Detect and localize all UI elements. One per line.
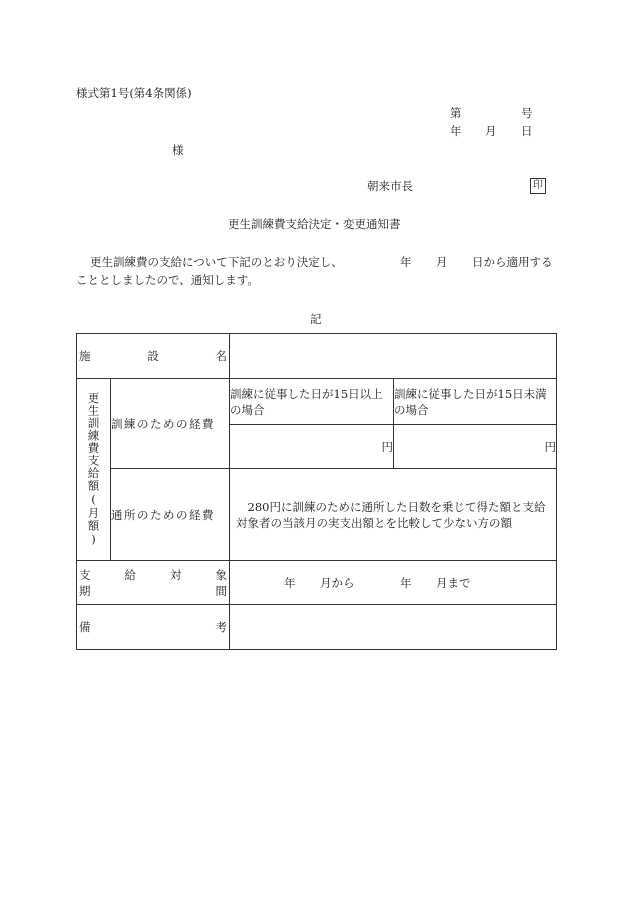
commute-description: 280円に訓練のために通所した日数を乗じて得た額と支給対象者の当該月の実支出額とを比較して少ない方の額 — [236, 499, 546, 530]
yen-unit: 円 — [544, 439, 556, 454]
training-header-row — [77, 379, 557, 425]
period-month-from: 月から — [320, 575, 355, 590]
commute-expense-label: 通所のための経費 — [111, 507, 215, 522]
remarks-label-cell — [77, 605, 230, 650]
remarks-field[interactable] — [230, 605, 557, 650]
yen-unit: 円 — [381, 439, 393, 454]
period-label-char: 支 — [79, 567, 91, 582]
date-day-label: 日 — [521, 124, 533, 138]
facility-label-cell — [77, 334, 230, 379]
period-label-char: 給 — [124, 567, 136, 582]
facility-label-char: 施 — [79, 349, 91, 363]
period-label-char: 象 — [215, 567, 227, 582]
period-label-cell — [77, 561, 230, 605]
period-year-from: 年 — [284, 575, 296, 590]
period-label-char: 期 — [79, 583, 91, 598]
training-expense-label-cell — [111, 379, 230, 469]
addressee-honorific: 様 — [172, 143, 184, 157]
amount-group-label-cell — [77, 379, 111, 561]
seal-mark: 印 — [530, 178, 546, 194]
remarks-label-char: 考 — [215, 620, 227, 634]
commute-row — [77, 469, 557, 561]
period-year-to: 年 — [400, 575, 412, 590]
col-over15-text: 訓練に従事した日が15日以上の場合 — [230, 386, 383, 417]
commute-description-cell — [230, 469, 557, 561]
facility-name-field[interactable] — [230, 334, 557, 379]
period-label-char: 対 — [170, 567, 182, 582]
body-year-label: 年 — [400, 255, 412, 269]
period-field[interactable] — [230, 561, 557, 605]
decision-table — [76, 333, 557, 650]
document-title: 更生訓練費支給決定・変更通知書 — [228, 217, 401, 231]
document-number-suffix: 号 — [521, 106, 533, 120]
issuer-name: 朝来市長 — [367, 179, 413, 193]
facility-label-char: 設 — [147, 349, 159, 363]
form-number-label: 様式第1号(第4条関係) — [76, 86, 192, 100]
amount-group-label: 更生訓練費支給額(月額) — [86, 392, 101, 547]
ki-heading: 記 — [310, 312, 322, 326]
commute-expense-label-cell — [111, 469, 230, 561]
date-year-label: 年 — [450, 124, 462, 138]
body-month-label: 月 — [436, 255, 448, 269]
col-over15-header — [230, 379, 394, 425]
period-month-to: 月まで — [436, 575, 471, 590]
body-text-line1-end: 日から適用する — [472, 255, 553, 269]
body-text-line2: こととしましたので、通知します。 — [76, 273, 259, 287]
amount-under15-field[interactable] — [394, 425, 557, 469]
date-month-label: 月 — [485, 124, 497, 138]
training-expense-label: 訓練のための経費 — [111, 416, 215, 431]
period-row — [77, 561, 557, 605]
col-under15-header — [394, 379, 557, 425]
body-text-line1-start: 更生訓練費の支給について下記のとおり決定し、 — [90, 255, 343, 269]
document-number-prefix: 第 — [450, 106, 462, 120]
facility-label-char: 名 — [215, 349, 227, 363]
remarks-row — [77, 605, 557, 650]
col-under15-text: 訓練に従事した日が15日未満の場合 — [394, 386, 547, 417]
period-label-char: 間 — [215, 583, 227, 598]
remarks-label-char: 備 — [79, 620, 91, 634]
facility-row — [77, 334, 557, 379]
amount-over15-field[interactable] — [230, 425, 394, 469]
